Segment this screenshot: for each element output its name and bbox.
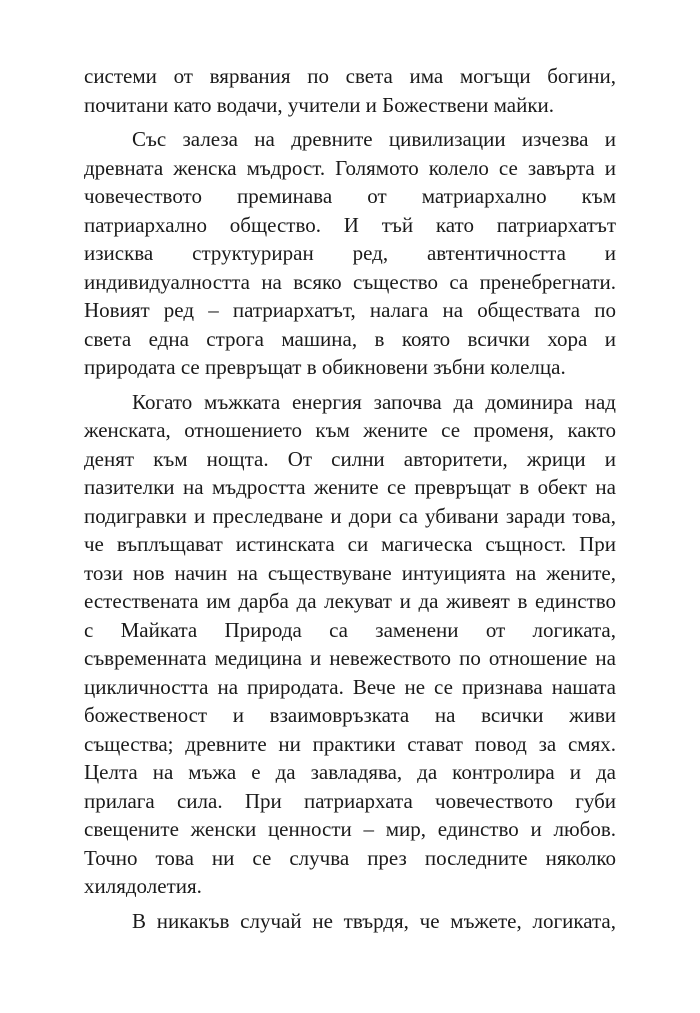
text-line: свещените женски ценности – мир, единство и любов. [84,817,616,841]
paragraph [84,388,616,901]
document-page [84,62,616,935]
text-line: природата се превръщат в обикновени зъбни колелца. [84,355,566,379]
text-line: Точно това ни се случва през последните няколко [84,845,616,870]
paragraph [84,62,616,119]
text-line: този нов начин на съществуване интуицията на жените, [84,560,616,585]
text-line: индивидуалността на всяко същество са пренебрегнати. [84,269,616,294]
text-line: Със залеза на древните цивилизации изчезва и [132,127,616,151]
text-line: с Майката Природа са заменени от логиката, [84,617,616,642]
text-line: човечеството преминава от матриархално към [84,184,616,208]
body-text [84,62,616,935]
paragraph [84,125,616,382]
text-line: божественост и взаимовръзката на всички живи [84,703,616,727]
text-line: че въплъщават истинската си магическа същност. При [84,532,616,556]
text-line: същества; древните ни практики стават повод за смях. [84,731,616,756]
text-line: хилядолетия. [84,874,202,898]
text-line: Новият ред – патриархатът, налага на обществата по [84,298,616,322]
text-line: пазителки на мъдростта жените се превръщат в обект на [84,475,616,499]
text-line: патриархално общество. И тъй като патриархатът [84,212,616,237]
text-line: почитани като водачи, учители и Божествени майки. [84,92,555,117]
text-line: съвременната медицина и невежеството по отношение на [84,646,616,670]
text-line: денят към нощта. От силни авторитети, жрици и [84,446,616,471]
text-line: В никакъв случай не твърдя, че мъжете, логиката, [132,908,616,933]
text-line: естествената им дарба да лекуват и да живеят в единство [84,589,616,613]
text-line: Когато мъжката енергия започва да доминира над [132,389,616,414]
text-line: цикличността на природата. Вече не се признава нашата [84,674,616,699]
text-line: изисква структуриран ред, автентичността и [84,241,616,265]
text-line: прилага сила. При патриархата човечеството губи [84,788,616,813]
text-line: Целта на мъжа е да завладява, да контролира и да [84,760,616,784]
text-line: древната женска мъдрост. Голямото колело се завърта и [84,155,616,180]
text-line: системи от вярвания по света има могъщи богини, [84,64,616,88]
paragraph [84,907,616,936]
text-line: света една строга машина, в която всички хора и [84,326,616,351]
text-line: подигравки и преследване и дори са убивани заради това, [84,503,616,528]
text-line: женската, отношението към жените се променя, както [84,418,616,442]
